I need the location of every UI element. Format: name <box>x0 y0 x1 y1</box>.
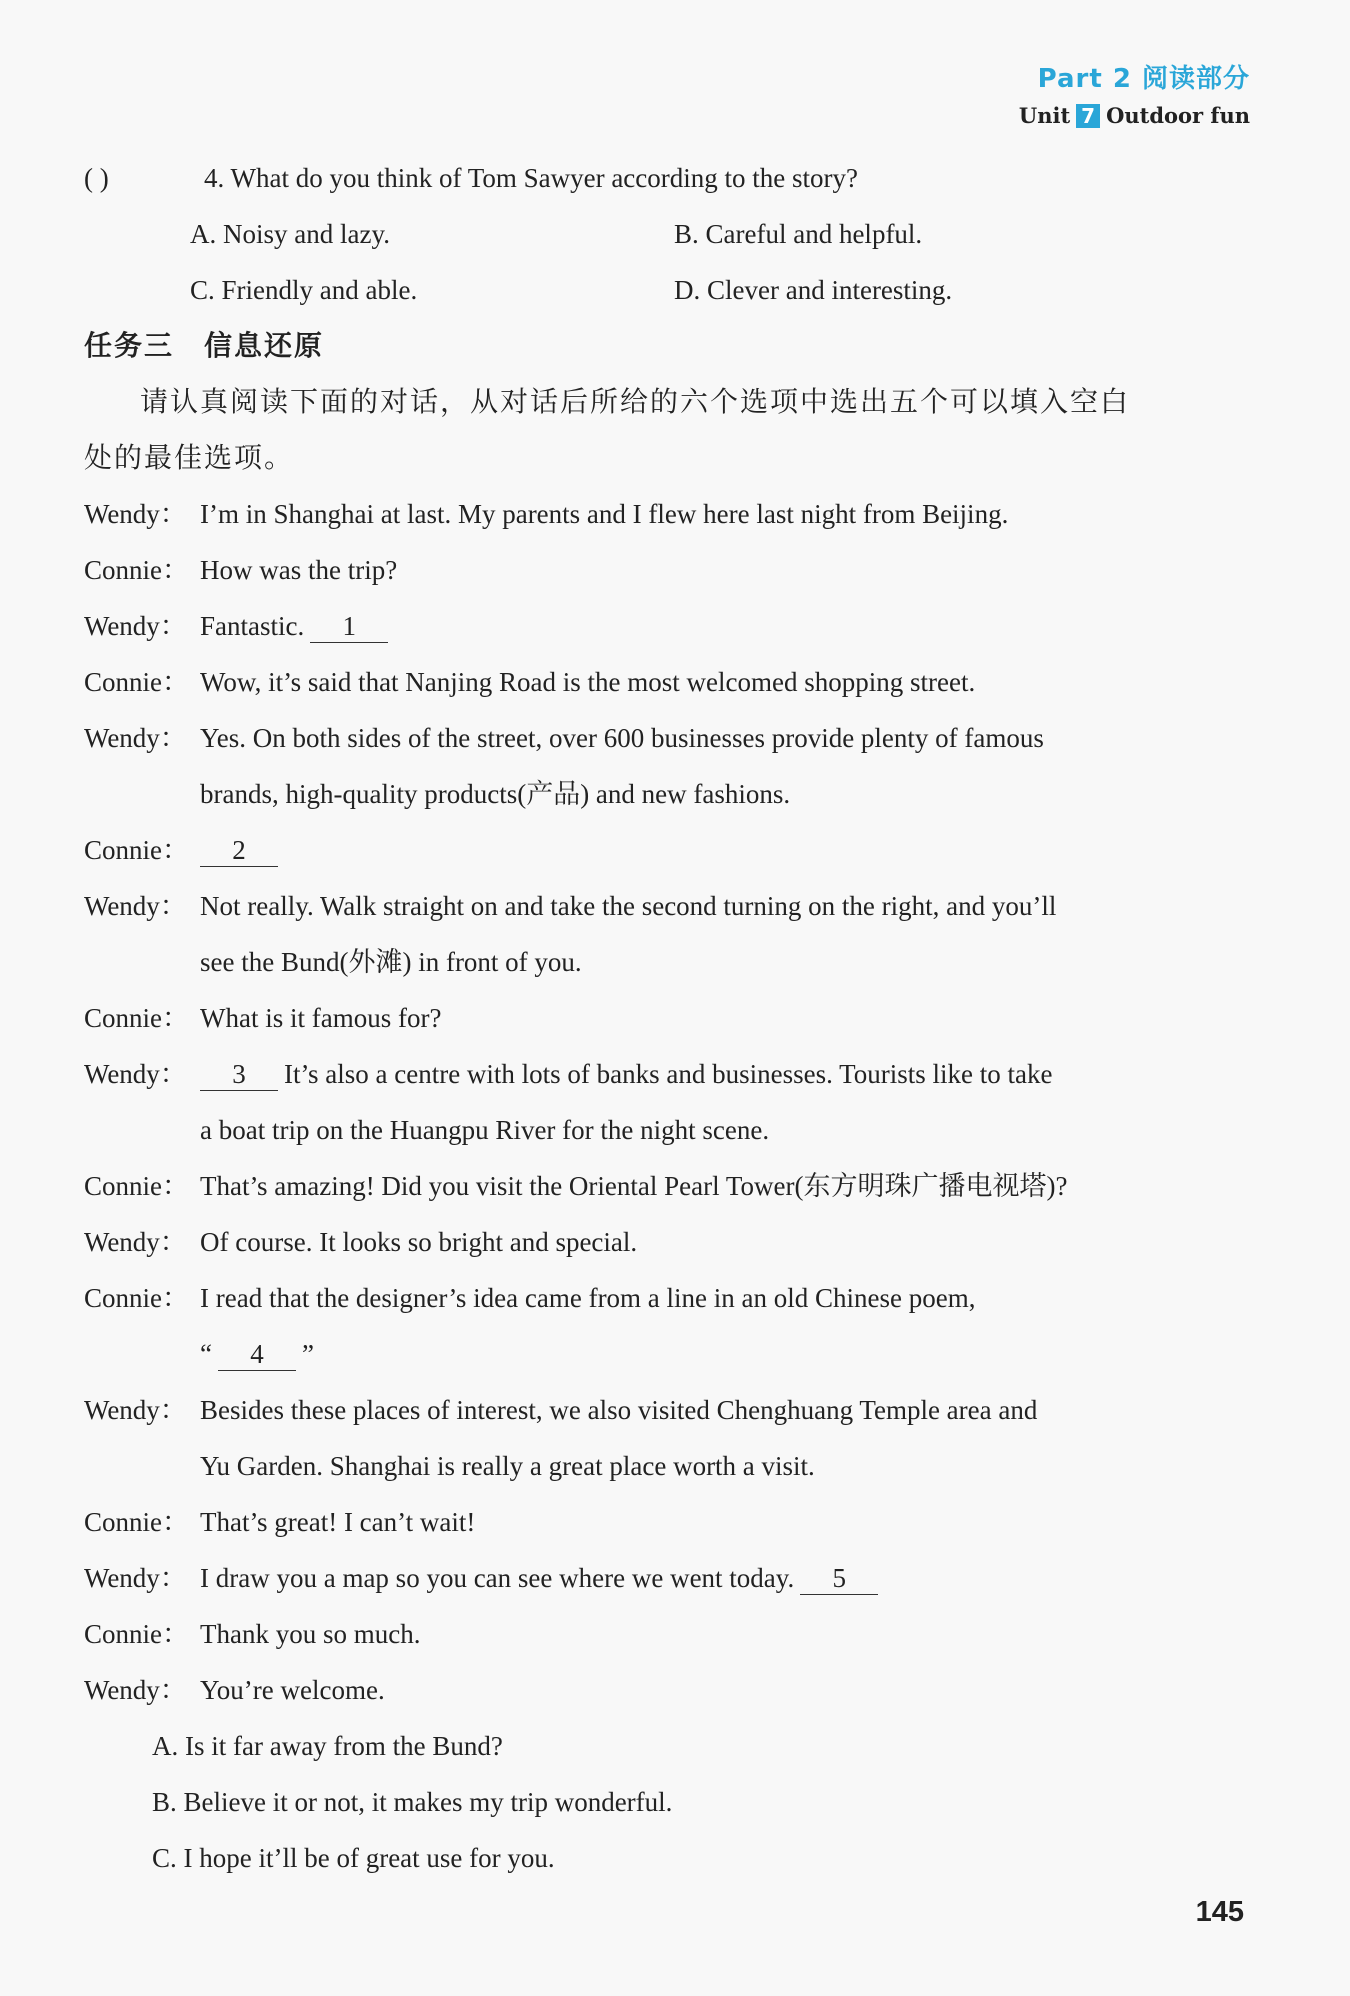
speaker-connie: Connie： <box>84 1507 189 1537</box>
dialogue-continuation: see the Bund(外滩) in front of you. <box>200 947 582 977</box>
speaker-connie: Connie： <box>84 1283 189 1313</box>
speaker-wendy: Wendy： <box>84 723 187 753</box>
speaker-wendy: Wendy： <box>84 891 187 921</box>
dialogue-text: I’m in Shanghai at last. My parents and I flew here last night from Beijing. <box>200 499 1009 529</box>
dialogue-line <box>84 710 1254 766</box>
dialogue-line <box>84 990 1254 1046</box>
choice-a: A. Is it far away from the Bund? <box>152 1731 503 1761</box>
dialogue-text: What is it famous for? <box>200 1003 442 1033</box>
speaker-wendy: Wendy： <box>84 611 187 641</box>
dialogue-text: I read that the designer’s idea came from a line in an old Chinese poem, <box>200 1283 976 1313</box>
speaker-connie: Connie： <box>84 1619 189 1649</box>
dialogue-line <box>84 1494 1254 1550</box>
section-title: 任务三 信息还原 <box>84 329 325 362</box>
close-quote: ” <box>301 1339 314 1369</box>
blank-5[interactable]: 5 <box>800 1562 878 1595</box>
dialogue-continuation <box>84 1326 1254 1382</box>
dialogue-line <box>84 654 1254 710</box>
dialogue-line <box>84 1550 1254 1606</box>
question-4-stem-line <box>84 150 1254 206</box>
dialogue-line <box>84 542 1254 598</box>
dialogue-line <box>84 1270 1254 1326</box>
option-a: A. Noisy and lazy. <box>190 219 390 249</box>
blank-3[interactable]: 3 <box>200 1058 278 1091</box>
option-d: D. Clever and interesting. <box>674 275 953 305</box>
choice-b: B. Believe it or not, it makes my trip wonderful. <box>152 1787 673 1817</box>
dialogue-line <box>84 1214 1254 1270</box>
question-4-options-row-2 <box>84 262 1254 318</box>
blank-1[interactable]: 1 <box>310 610 388 643</box>
dialogue-line <box>84 822 1254 878</box>
blank-2[interactable]: 2 <box>200 834 278 867</box>
part-title: Part 2 阅读部分 <box>1037 64 1250 94</box>
option-c: C. Friendly and able. <box>190 275 418 305</box>
speaker-wendy: Wendy： <box>84 1563 187 1593</box>
dialogue-text: I draw you a map so you can see where we went today. <box>200 1563 795 1593</box>
dialogue-line <box>84 486 1254 542</box>
dialogue-line <box>84 1046 1254 1102</box>
speaker-wendy: Wendy： <box>84 1675 187 1705</box>
unit-label: Unit <box>1018 103 1071 128</box>
dialogue-line <box>84 1662 1254 1718</box>
dialogue-text: That’s great! I can’t wait! <box>200 1507 476 1537</box>
dialogue-text: Fantastic. <box>200 611 305 641</box>
speaker-connie: Connie： <box>84 555 189 585</box>
choice-c: C. I hope it’ll be of great use for you. <box>152 1843 555 1873</box>
dialogue-continuation: Yu Garden. Shanghai is really a great place worth a visit. <box>200 1451 815 1481</box>
page-header <box>1019 58 1250 128</box>
dialogue-text: You’re welcome. <box>200 1675 385 1705</box>
dialogue-text: That’s amazing! Did you visit the Oriental Pearl Tower(东方明珠广播电视塔)? <box>200 1171 1068 1201</box>
unit-name: Outdoor fun <box>1106 103 1250 128</box>
dialogue-text: Wow, it’s said that Nanjing Road is the most welcomed shopping street. <box>200 667 976 697</box>
dialogue-line <box>84 598 1254 654</box>
dialogue-text: Thank you so much. <box>200 1619 421 1649</box>
instruction-line-2: 处的最佳选项。 <box>84 441 295 474</box>
instruction-line-1: 请认真阅读下面的对话，从对话后所给的六个选项中选出五个可以填入空白 <box>140 385 1131 418</box>
question-4-stem: 4. What do you think of Tom Sawyer according to the story? <box>204 163 858 193</box>
speaker-wendy: Wendy： <box>84 1395 187 1425</box>
dialogue-continuation: brands, high-quality products(产品) and new fashions. <box>200 779 791 809</box>
dialogue-line <box>84 1382 1254 1438</box>
dialogue-text: Besides these places of interest, we also visited Chenghuang Temple area and <box>200 1395 1038 1425</box>
page-content <box>84 150 1254 1886</box>
open-quote: “ <box>200 1339 212 1369</box>
unit-number-badge: 7 <box>1076 104 1100 128</box>
dialogue-line <box>84 1158 1254 1214</box>
speaker-wendy: Wendy： <box>84 1227 187 1257</box>
dialogue-text: Yes. On both sides of the street, over 600 businesses provide plenty of famous <box>200 723 1044 753</box>
page-number: 145 <box>1195 1896 1244 1928</box>
option-b: B. Careful and helpful. <box>674 219 923 249</box>
speaker-wendy: Wendy： <box>84 499 187 529</box>
dialogue-text: It’s also a centre with lots of banks and businesses. Tourists like to take <box>284 1059 1053 1089</box>
speaker-connie: Connie： <box>84 835 189 865</box>
unit-title <box>1019 103 1250 128</box>
answer-paren: ( ) <box>84 163 109 193</box>
dialogue-line <box>84 1606 1254 1662</box>
question-4-options-row-1 <box>84 206 1254 262</box>
speaker-wendy: Wendy： <box>84 1059 187 1089</box>
dialogue-continuation: a boat trip on the Huangpu River for the night scene. <box>200 1115 770 1145</box>
dialogue-text: Of course. It looks so bright and special. <box>200 1227 638 1257</box>
speaker-connie: Connie： <box>84 1003 189 1033</box>
dialogue-line <box>84 878 1254 934</box>
dialogue-text: Not really. Walk straight on and take the second turning on the right, and you’ll <box>200 891 1057 921</box>
speaker-connie: Connie： <box>84 1171 189 1201</box>
dialogue-text: How was the trip? <box>200 555 398 585</box>
speaker-connie: Connie： <box>84 667 189 697</box>
blank-4[interactable]: 4 <box>218 1338 296 1371</box>
